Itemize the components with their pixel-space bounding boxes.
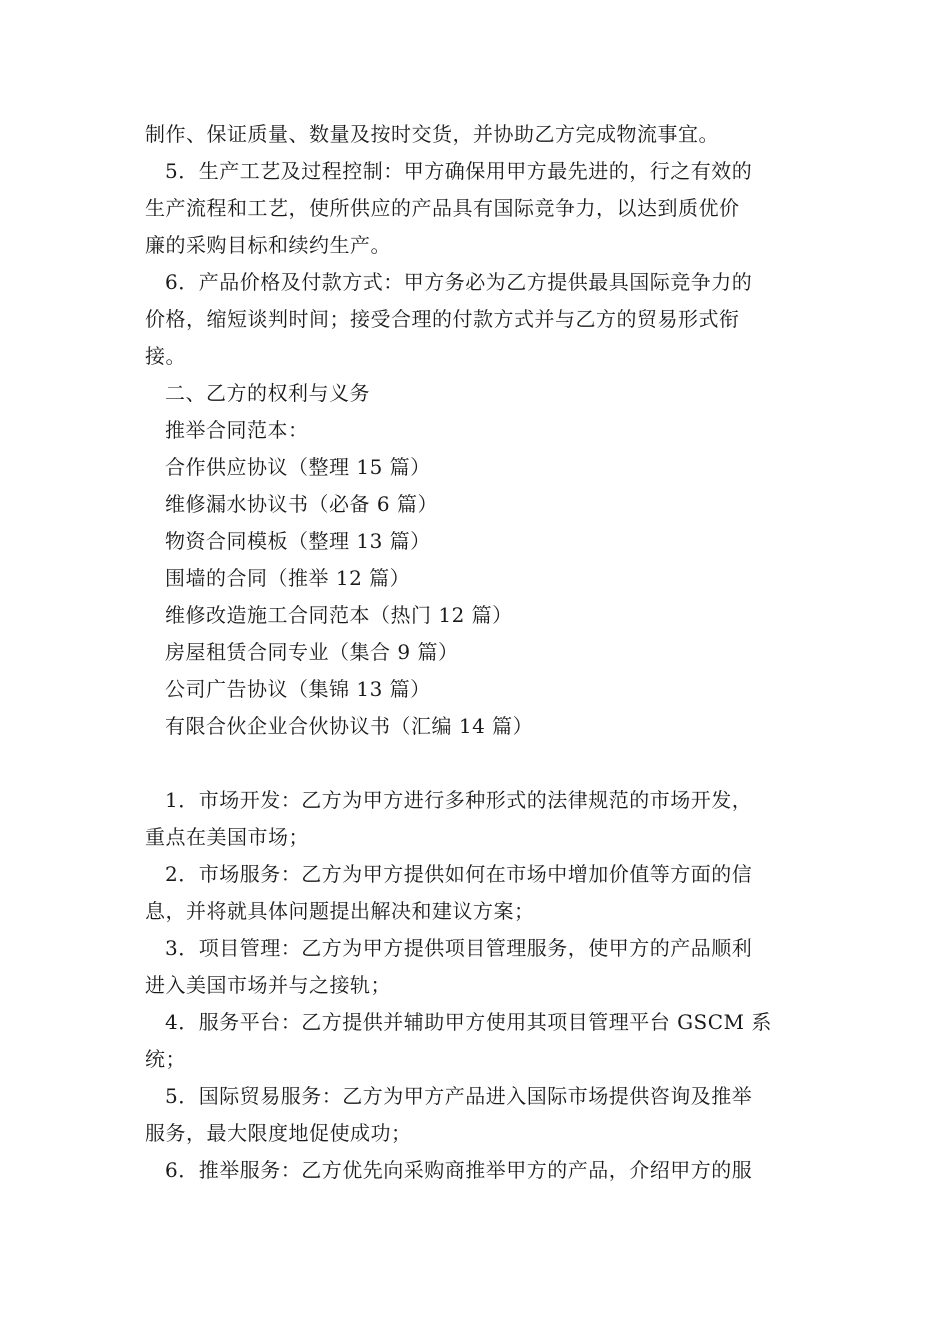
text-line: 统； <box>145 1047 186 1071</box>
text-line: 制作、保证质量、数量及按时交货，并协助乙方完成物流事宜。 <box>145 122 719 146</box>
recommend-list-item: 公司广告协议（集锦 13 篇） <box>165 677 431 701</box>
clause-3-line: 3．项目管理：乙方为甲方提供项目管理服务，使甲方的产品顺利 <box>165 936 753 960</box>
recommend-list-item: 维修改造施工合同范本（热门 12 篇） <box>165 603 513 627</box>
recommend-list-item: 物资合同模板（整理 13 篇） <box>165 529 431 553</box>
document-page <box>145 116 807 1189</box>
clause-1-line: 1．市场开发：乙方为甲方进行多种形式的法律规范的市场开发， <box>165 788 753 812</box>
text-line: 进入美国市场并与之接轨； <box>145 973 391 997</box>
blank-line <box>145 745 807 782</box>
text-line: 息，并将就具体问题提出解决和建议方案； <box>145 899 535 923</box>
text-line: 服务，最大限度地促使成功； <box>145 1121 412 1145</box>
recommend-list-item: 有限合伙企业合伙协议书（汇编 14 篇） <box>165 714 534 738</box>
recommend-list-item: 房屋租赁合同专业（集合 9 篇） <box>165 640 459 664</box>
text-line: 廉的采购目标和续约生产。 <box>145 233 391 257</box>
recommend-list-item: 合作供应协议（整理 15 篇） <box>165 455 431 479</box>
recommend-heading: 推举合同范本： <box>165 418 309 442</box>
clause-6-line: 6．产品价格及付款方式：甲方务必为乙方提供最具国际竞争力的 <box>165 270 753 294</box>
text-line: 接。 <box>145 344 186 368</box>
recommend-list-item: 围墙的合同（推举 12 篇） <box>165 566 411 590</box>
text-line: 生产流程和工艺，使所供应的产品具有国际竞争力，以达到质优价 <box>145 196 740 220</box>
section-heading: 二、乙方的权利与义务 <box>165 381 370 405</box>
clause-6b-line: 6．推举服务：乙方优先向采购商推举甲方的产品，介绍甲方的服 <box>165 1158 753 1182</box>
clause-5-line: 5．生产工艺及过程控制：甲方确保用甲方最先进的，行之有效的 <box>165 159 753 183</box>
text-line: 重点在美国市场； <box>145 825 309 849</box>
clause-5b-line: 5．国际贸易服务：乙方为甲方产品进入国际市场提供咨询及推举 <box>165 1084 753 1108</box>
clause-2-line: 2．市场服务：乙方为甲方提供如何在市场中增加价值等方面的信 <box>165 862 753 886</box>
text-line: 价格，缩短谈判时间；接受合理的付款方式并与乙方的贸易形式衔 <box>145 307 740 331</box>
clause-4-line: 4．服务平台：乙方提供并辅助甲方使用其项目管理平台 GSCM 系 <box>165 1010 772 1034</box>
recommend-list-item: 维修漏水协议书（必备 6 篇） <box>165 492 438 516</box>
